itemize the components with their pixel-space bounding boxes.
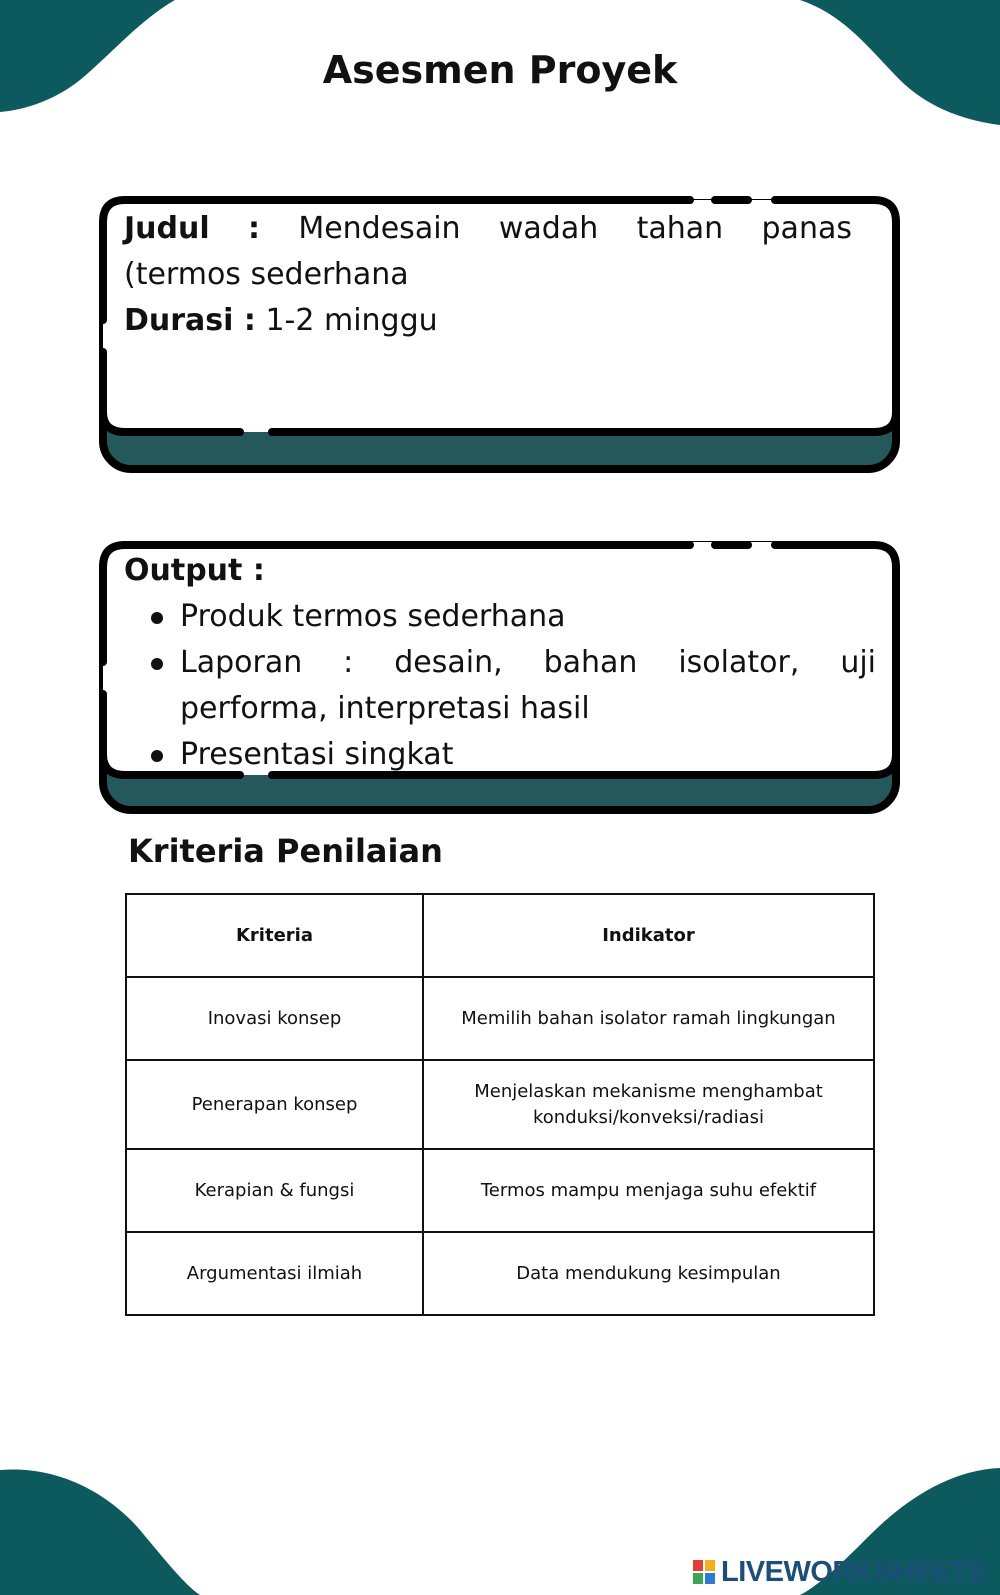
kriteria-cell: Kerapian & fungsi [126, 1149, 423, 1232]
laporan-word: isolator, [678, 645, 800, 680]
laporan-word: Laporan [180, 645, 303, 680]
judul-label: Judul [124, 211, 210, 246]
judul-line [124, 206, 852, 252]
project-info-card [124, 206, 852, 344]
table-header-row [126, 894, 874, 977]
indikator-cell [423, 1060, 874, 1149]
kriteria-cell: Inovasi konsep [126, 977, 423, 1060]
list-item [124, 640, 876, 732]
kriteria-cell: Penerapan konsep [126, 1060, 423, 1149]
liveworksheets-logo[interactable] [693, 1555, 986, 1589]
logo-text: LIVEWORKSHEETS [721, 1555, 987, 1588]
criteria-table [125, 893, 875, 1316]
header-kriteria: Kriteria [126, 894, 423, 977]
list-item: Presentasi singkat [124, 732, 876, 778]
durasi-value: 1-2 minggu [265, 303, 438, 338]
judul-word: tahan [636, 211, 724, 246]
output-card [124, 548, 876, 778]
laporan-line [180, 640, 876, 686]
criteria-heading: Kriteria Penilaian [128, 832, 443, 870]
output-list [124, 594, 876, 778]
page-title: Asesmen Proyek [322, 48, 678, 92]
table-row [126, 1060, 874, 1149]
indikator-cell: Data mendukung kesimpulan [423, 1232, 874, 1315]
output-label: Output : [124, 553, 265, 588]
indikator-cell: Memilih bahan isolator ramah lingkungan [423, 977, 874, 1060]
durasi-line [124, 298, 852, 344]
table-row [126, 1232, 874, 1315]
table-row [126, 977, 874, 1060]
laporan-line-2: performa, interpretasi hasil [180, 691, 590, 726]
judul-word: Mendesain [298, 211, 461, 246]
durasi-label: Durasi : [124, 303, 256, 338]
judul-word: panas [761, 211, 852, 246]
indikator-line: Menjelaskan mekanisme menghambat [474, 1080, 823, 1102]
laporan-word: : [343, 645, 354, 680]
laporan-word: bahan [543, 645, 638, 680]
indikator-cell: Termos mampu menjaga suhu efektif [423, 1149, 874, 1232]
judul-word: wadah [498, 211, 599, 246]
judul-colon: : [247, 211, 260, 246]
laporan-word: uji [840, 645, 876, 680]
judul-line-2: (termos sederhana [124, 257, 409, 292]
indikator-line: konduksi/konveksi/radiasi [533, 1106, 764, 1128]
list-item: Produk termos sederhana [124, 594, 876, 640]
kriteria-cell: Argumentasi ilmiah [126, 1232, 423, 1315]
liveworksheets-logo-icon [693, 1560, 715, 1584]
table-row [126, 1149, 874, 1232]
laporan-word: desain, [394, 645, 503, 680]
header-indikator: Indikator [423, 894, 874, 977]
